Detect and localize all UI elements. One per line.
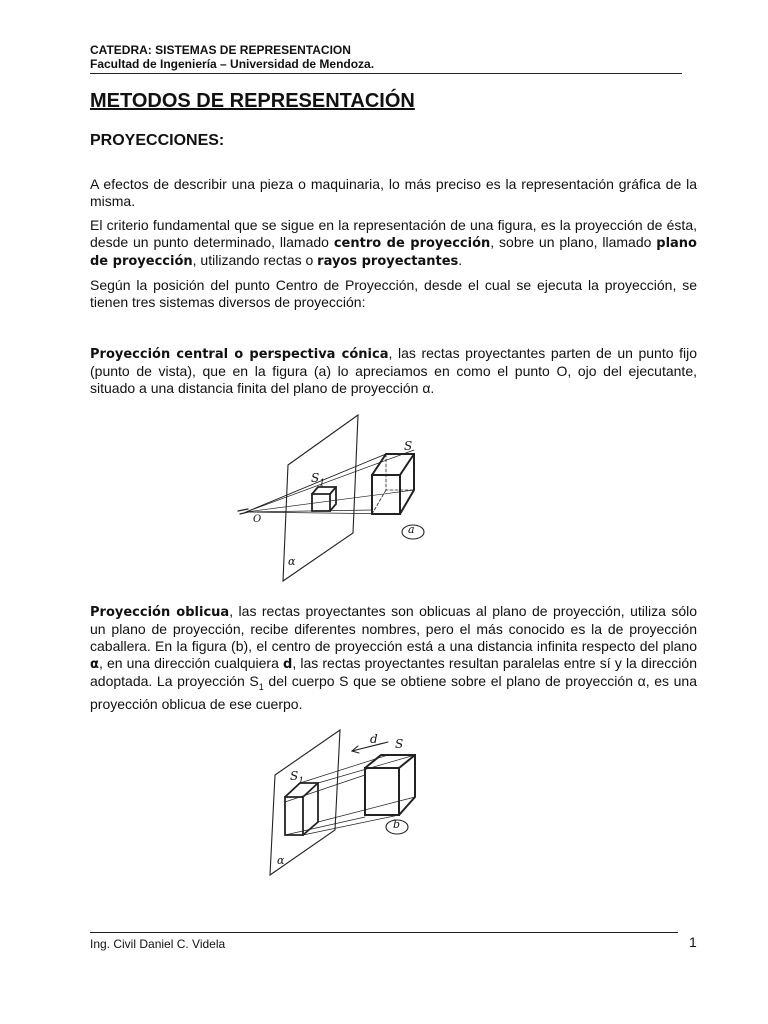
label-figure-a: a: [408, 523, 415, 536]
paragraph-intro: A efectos de describir una pieza o maquinaria, lo más preciso es la representación gráfica de la misma.: [90, 176, 697, 209]
label-o: O: [253, 514, 262, 525]
footer-rule: [90, 932, 678, 933]
label-alpha-b: α: [277, 854, 285, 867]
term-plano: plano de proyección: [90, 236, 697, 269]
paragraph-sistemas: Según la posición del punto Centro de Proyección, desde el cual se ejecuta la proyección, se tienen tres sistemas diversos de proyección:: [90, 277, 697, 310]
label-d: d: [370, 732, 378, 746]
section-title: PROYECCIONES:: [90, 132, 225, 149]
page-title: METODOS DE REPRESENTACIÓN: [90, 90, 415, 112]
paragraph-criterio: El criterio fundamental que se sigue en la representación de una figura, es la proyección de ésta, desde un punto determinado, llamado centro de proyección, sobre un plano, llamado plano de proyección, utilizando rectas o rayos proyectantes.: [90, 217, 697, 269]
header-course: CATEDRA: SISTEMAS DE REPRESENTACION: [90, 43, 351, 57]
paragraph-central: Proyección central o perspectiva cónica, las rectas proyectantes parten de un punto fijo (punto de vista), que en la figura (a) lo apreciamos en como el punto O, ojo del ejecutante, situado a una distancia finita del plano de proyección α.: [90, 345, 697, 396]
paragraph-oblicua: Proyección oblicua, las rectas proyectantes son oblicuas al plano de proyección, utiliza sólo un plano de proyección, recibe diferentes nombres, pero el más conocido es la de proyección caballera. En la figura (b), el centro de proyección está a una distancia infinita respecto del plano α, en una dirección cualquiera d, las rectas proyectantes resultan paralelas entre sí y la dirección adoptada. La proyección $S_1$ del cuerpo S que se obtiene sobre el plano de proyección α, es una proyección oblicua de ese cuerpo.: [90, 603, 698, 712]
cube-s1: [312, 487, 336, 511]
prism-s1: [285, 783, 318, 835]
term-centro: centro de proyección: [333, 236, 491, 251]
page-header: [90, 43, 680, 71]
header-rule: [90, 73, 682, 74]
term-alpha: α: [90, 657, 99, 672]
footer-author: Ing. Civil Daniel C. Videla: [90, 937, 226, 951]
page-number: 1: [689, 934, 697, 950]
figure-b: [255, 725, 455, 885]
term-d: d: [283, 657, 293, 672]
term-proyeccion-oblicua: Proyección oblicua: [90, 605, 230, 620]
prism-s: [365, 755, 415, 815]
label-figure-b: b: [393, 818, 401, 831]
label-alpha: α: [288, 555, 296, 568]
figure-a: [230, 405, 450, 585]
label-s: S: [404, 439, 413, 453]
label-s1-b: $S_1$: [290, 769, 304, 787]
header-faculty: Facultad de Ingeniería – Universidad de Mendoza.: [90, 57, 375, 71]
term-rayos: rayos proyectantes: [317, 254, 459, 269]
term-proyeccion-central: Proyección central o perspectiva cónica: [90, 347, 389, 362]
label-s-b: S: [395, 737, 404, 751]
label-s1: $S_1$: [311, 471, 325, 489]
